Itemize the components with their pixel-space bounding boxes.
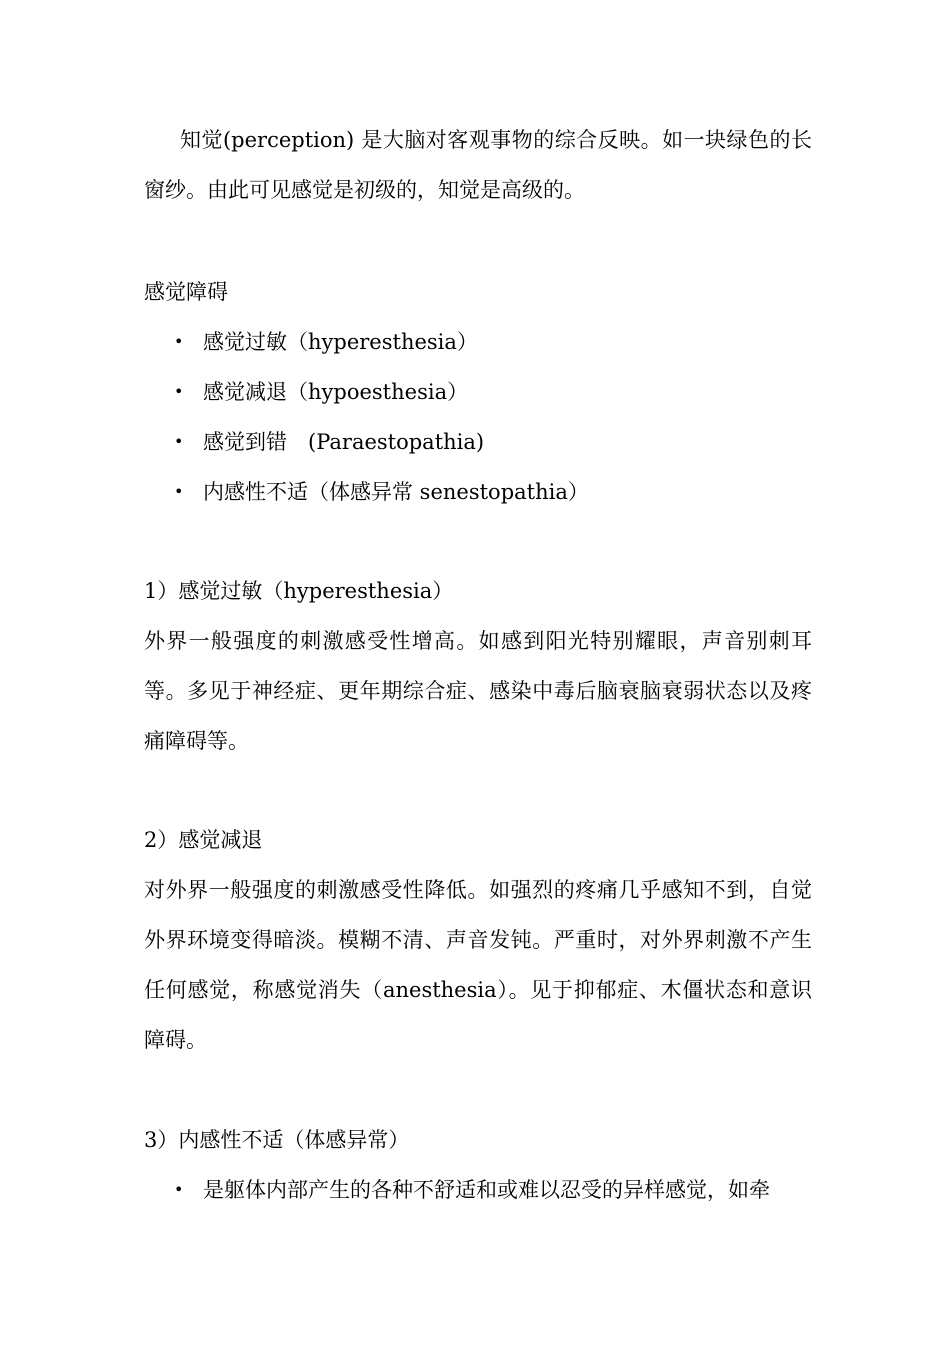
section2-body: 对外界一般强度的刺激感受性降低。如强烈的疼痛几乎感知不到，自觉外界环境变得暗淡。模糊不清、声音发钝。严重时，对外界刺激不产生任何感觉，称感觉消失（anesthesia）。见于抑郁症、木僵状态和意识障碍。 xyxy=(144,878,812,1052)
bullet-icon: • xyxy=(174,332,184,351)
section2-title: 2）感觉减退 xyxy=(144,828,263,852)
section3-list xyxy=(144,1165,812,1215)
list-item-label: 内感性不适（体感异常 senestopathia） xyxy=(203,480,589,504)
list-item xyxy=(144,367,812,417)
list-item-label: 是躯体内部产生的各种不舒适和或难以忍受的异样感觉，如牵 xyxy=(203,1178,770,1202)
section-overview-title: 感觉障碍 xyxy=(144,280,228,304)
section3-title: 3）内感性不适（体感异常） xyxy=(144,1128,410,1152)
intro-paragraph: 知觉(perception) 是大脑对客观事物的综合反映。如一块绿色的长窗纱。由此可见感觉是初级的，知觉是高级的。 xyxy=(144,128,812,202)
list-item-label: 感觉过敏（hyperesthesia） xyxy=(203,330,478,354)
bullet-icon: • xyxy=(174,432,184,451)
list-item xyxy=(144,417,812,467)
bullet-icon: • xyxy=(174,382,184,401)
list-item-label: 感觉减退（hypoesthesia） xyxy=(203,380,469,404)
section1-body: 外界一般强度的刺激感受性增高。如感到阳光特别耀眼，声音别刺耳等。多见于神经症、更年期综合症、感染中毒后脑衰脑衰弱状态以及疼痛障碍等。 xyxy=(144,629,812,753)
list-item xyxy=(144,467,812,517)
bullet-icon: • xyxy=(174,482,184,501)
section1-title: 1）感觉过敏（hyperesthesia） xyxy=(144,579,454,603)
bullet-icon: • xyxy=(174,1180,184,1199)
list-item xyxy=(144,317,812,367)
section-overview-list xyxy=(144,317,812,517)
list-item-label: 感觉到错 (Paraestopathia) xyxy=(203,430,485,454)
list-item xyxy=(144,1165,812,1215)
